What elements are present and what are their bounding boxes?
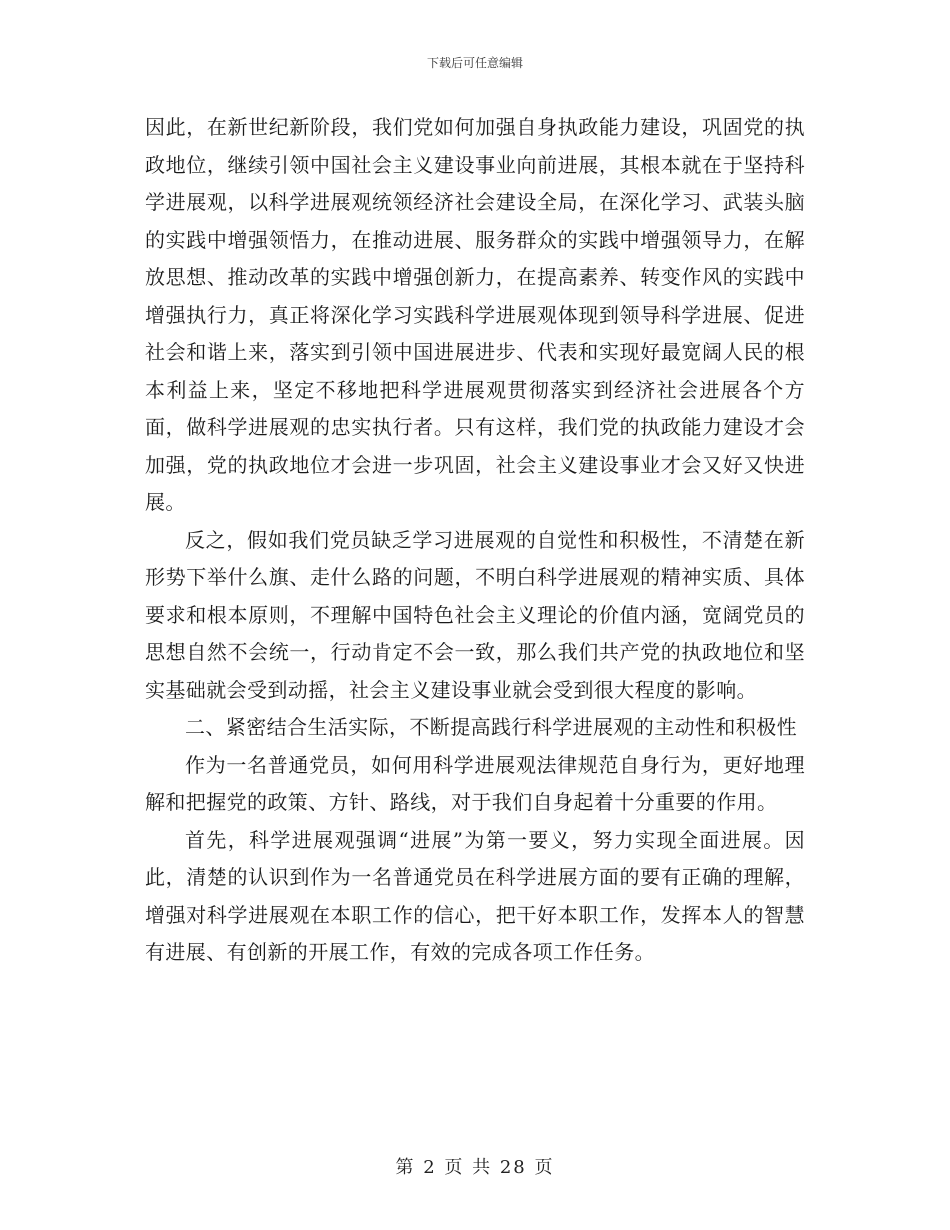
paragraph-3: 作为一名普通党员，如何用科学进展观法律规范自身行为，更好地理解和把握党的政策、方针、路线，对于我们自身起着十分重要的作用。 (145, 752, 805, 814)
paragraph-1: 因此，在新世纪新阶段，我们党如何加强自身执政能力建设，巩固党的执政地位，继续引领中国社会主义建设事业向前进展，其根本就在于坚持科学进展观，以科学进展观统领经济社会建设全局，在深化学习、武装头脑的实践中增强领悟力，在推动进展、服务群众的实践中增强领导力，在解放思想、推动改革的实践中增强创新力，在提高素养、转变作风的实践中增强执行力，真正将深化学习实践科学进展观体现到领导科学进展、促进社会和谐上来，落实到引领中国进展进步、代表和实现好最宽阔人民的根本利益上来，坚定不移地把科学进展观贯彻落实到经济社会进展各个方面，做科学进展观的忠实执行者。只有这样，我们党的执政能力建设才会加强，党的执政地位才会进一步巩固，社会主义建设事业才会又好又快进展。 (145, 115, 805, 514)
page-footer: 第 2 页 共 28 页 (395, 1157, 555, 1178)
page-header: 下载后可任意编辑 (426, 56, 523, 70)
paragraph-4: 首先，科学进展观强调“进展”为第一要义，努力实现全面进展。因此，清楚的认识到作为一名普通党员在科学进展方面的要有正确的理解，增强对科学进展观在本职工作的信心，把干好本职工作，发挥本人的智慧有进展、有创新的开展工作，有效的完成各项工作任务。 (145, 827, 805, 964)
section-heading: 二、紧密结合生活实际，不断提高践行科学进展观的主动性和积极性 (185, 715, 797, 739)
document-body (145, 109, 805, 972)
paragraph-2: 反之，假如我们党员缺乏学习进展观的自觉性和积极性，不清楚在新形势下举什么旗、走什么路的问题，不明白科学进展观的精神实质、具体要求和根本原则，不理解中国特色社会主义理论的价值内涵，宽阔党员的思想自然不会统一，行动肯定不会一致，那么我们共产党的执政地位和坚实基础就会受到动摇，社会主义建设事业就会受到很大程度的影响。 (145, 527, 805, 702)
